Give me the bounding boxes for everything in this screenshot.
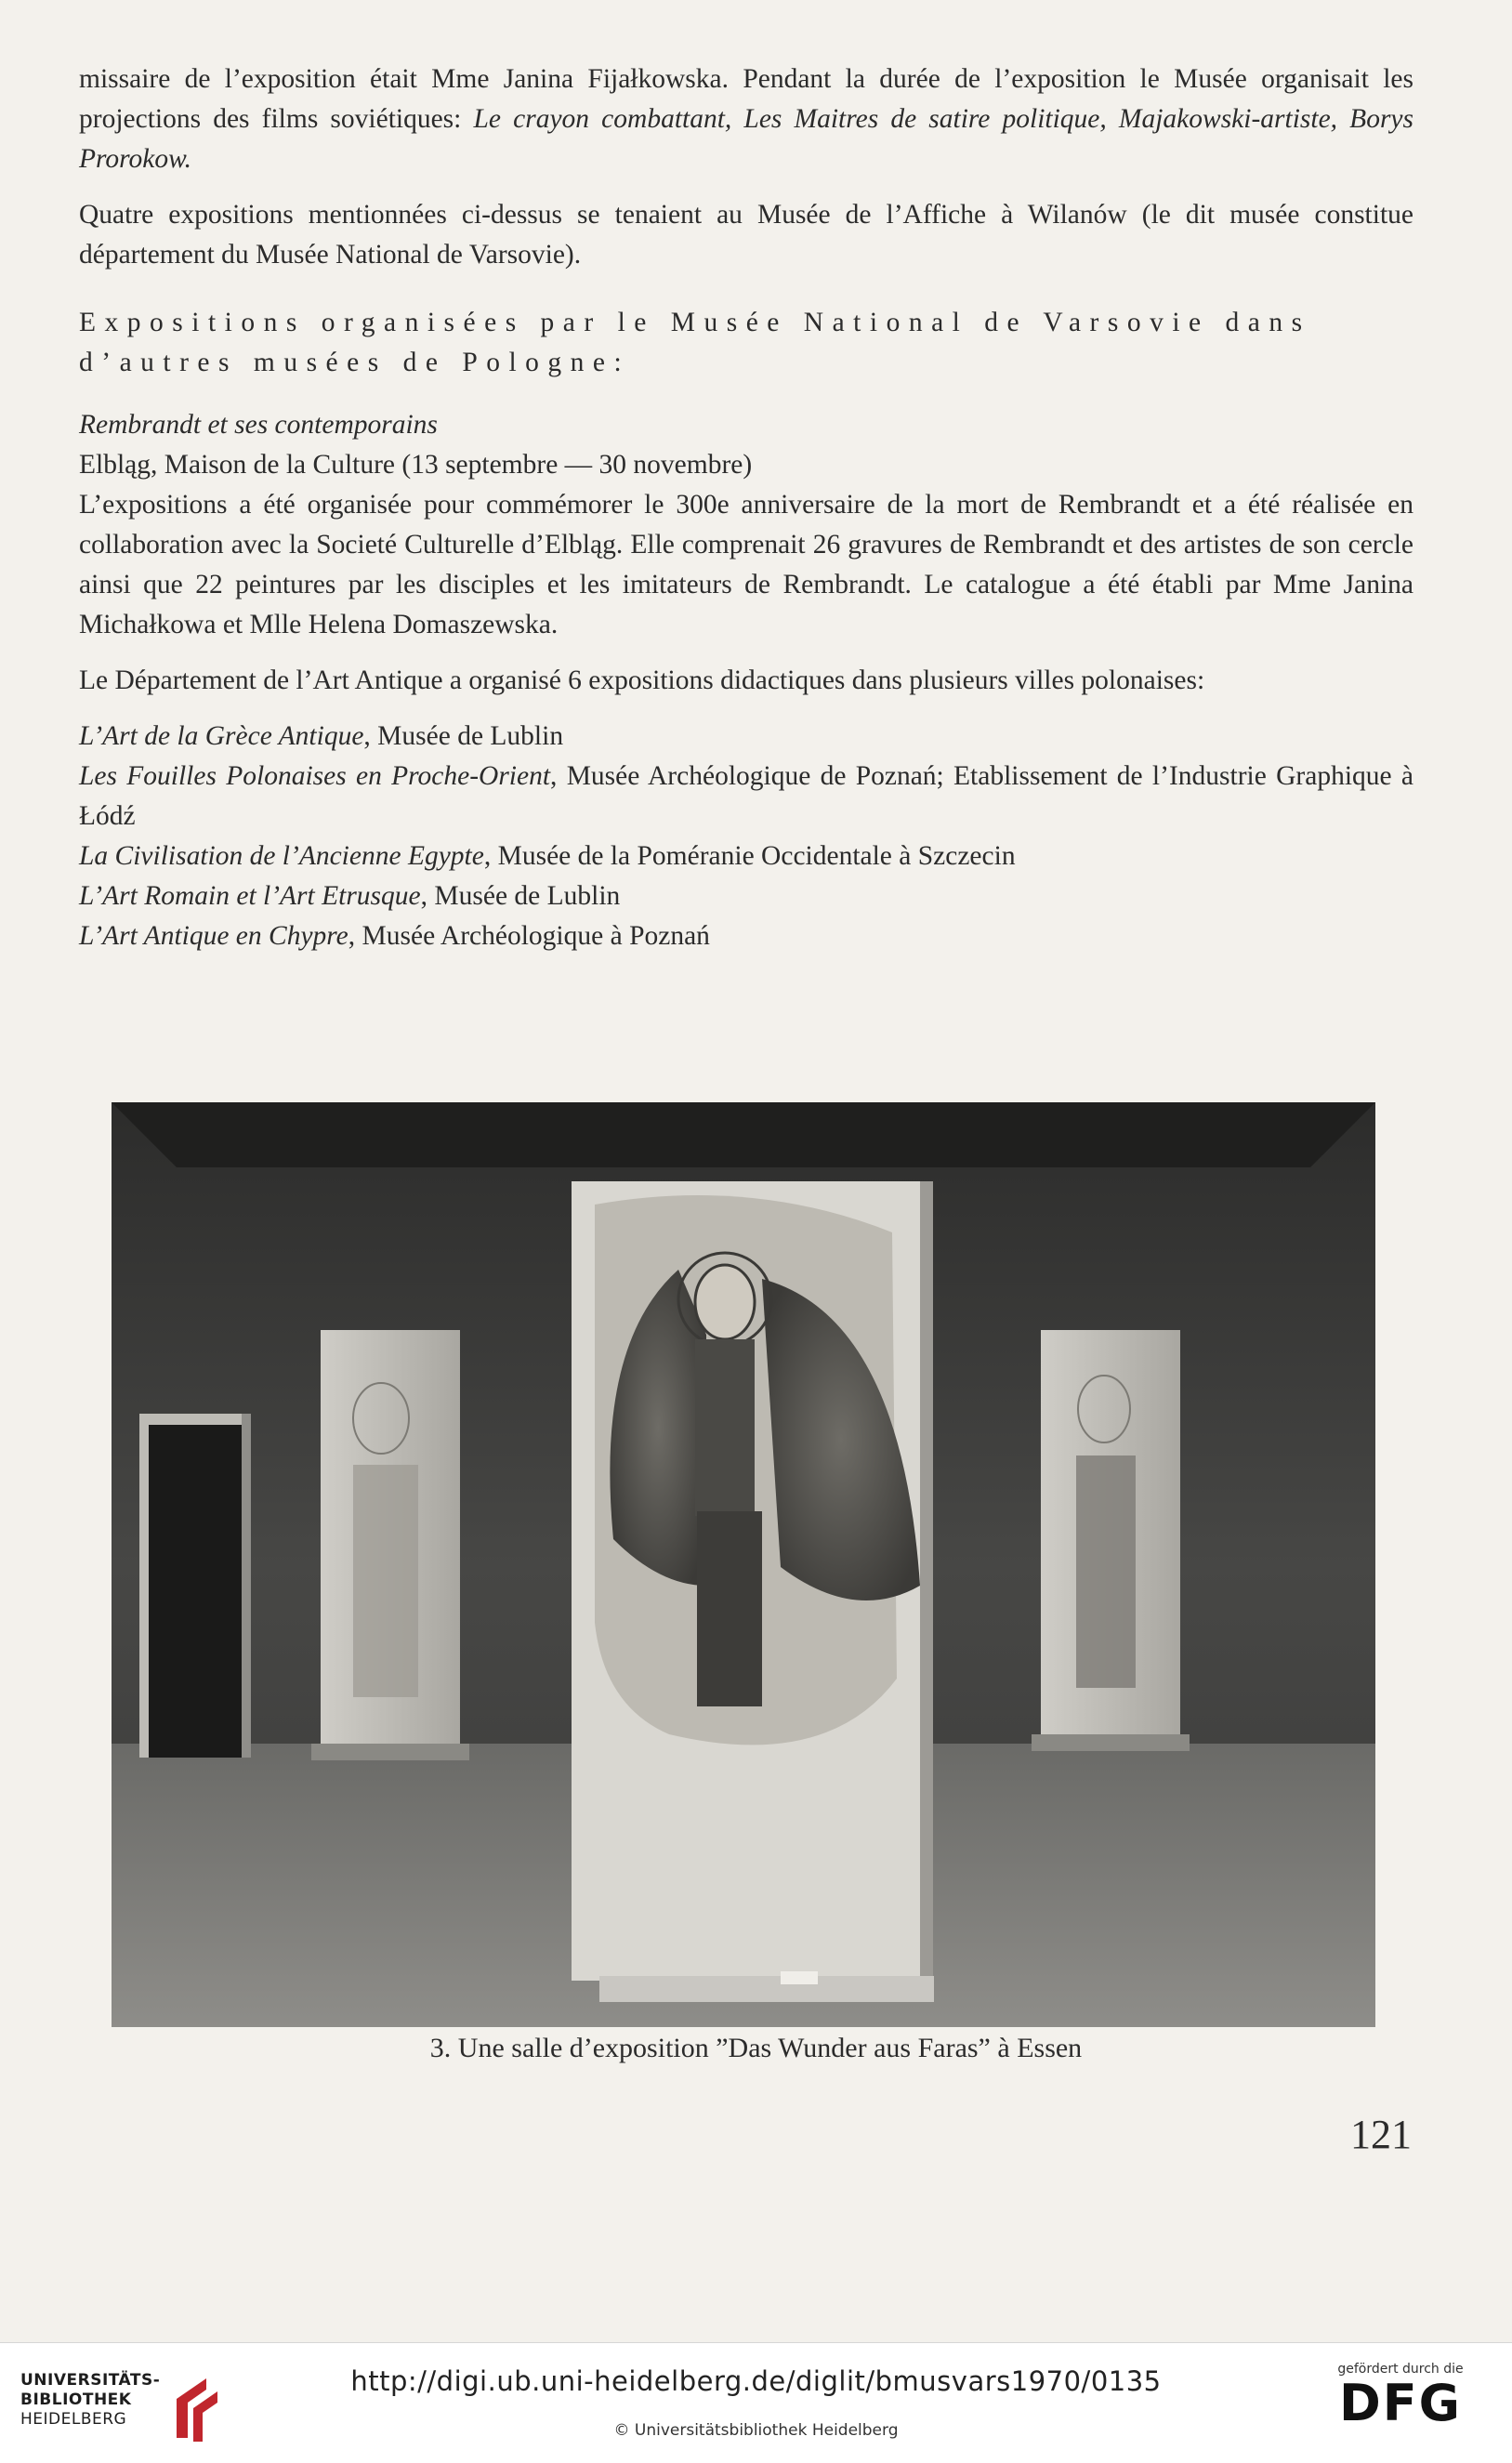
- exhibition-item: L’Art de la Grèce Antique, Musée de Lublin: [79, 721, 564, 751]
- university-library-logo: UNIVERSITÄTS- BIBLIOTHEK HEIDELBERG: [20, 2371, 216, 2445]
- exhibition-hall-photo: [112, 1102, 1375, 2027]
- rembrandt-venue: Elbląg, Maison de la Culture (13 septembre — 30 novembre): [79, 450, 753, 480]
- section-heading: Expositions organisées par le Musée National de Varsovie dans d’autres musées de Pologne:: [79, 308, 1311, 377]
- dfg-logo: gefördert durch die DFG: [1337, 2362, 1464, 2432]
- film-titles: Le crayon combattant, Les Maitres de satire politique, Majakowski-artiste, Borys Prorokow.: [79, 104, 1414, 174]
- paragraph-poster-museum: Quatre expositions mentionnées ci-dessus se tenaient au Musée de l’Affiche à Wilanów (le dit musée constitue département du Musée National de Varsovie).: [79, 200, 1413, 270]
- exhibition-list: [79, 717, 1413, 956]
- rembrandt-description: L’expositions a été organisée pour commémorer le 300e anniversaire de la mort de Rembrandt et a été réalisée en collaboration avec la Societé Culturelle d’Elbląg. Elle comprenait 26 gravures de Rembrandt et des artistes de son cercle ainsi que 22 peintures par les disciples et les imitateurs de Rembrandt. Le catalogue a été établi par Mme Janina Michałkowa et Mlle Helena Domaszewska.: [79, 490, 1413, 639]
- exhibition-hall-illustration: [112, 1102, 1375, 2027]
- page-number: 121: [1350, 2112, 1412, 2157]
- body-text: [79, 59, 1413, 956]
- paragraph-film-screenings: missaire de l’exposition était Mme Janina Fijałkowska. Pendant la durée de l’exposition le Musée organisait les projections des films soviétiques: Le crayon combattant, Les Maitres de satire politique, Majakowski-artiste, Borys Prorokow.: [79, 64, 1414, 174]
- rembrandt-title: Rembrandt et ses contemporains: [79, 410, 438, 440]
- exhibition-item: Les Fouilles Polonaises en Proche-Orient, Musée Archéologique de Poznań; Etablissement de l’Industrie Graphique à Łódź: [79, 761, 1413, 831]
- viewer-footer: [0, 2342, 1512, 2463]
- copyright-notice: © Universitätsbibliothek Heidelberg: [613, 2421, 899, 2440]
- exhibition-item: La Civilisation de l’Ancienne Egypte, Musée de la Poméranie Occidentale à Szczecin: [79, 841, 1016, 871]
- exhibition-item: L’Art Romain et l’Art Etrusque, Musée de Lublin: [79, 881, 621, 911]
- antique-intro: Le Département de l’Art Antique a organisé 6 expositions didactiques dans plusieurs villes polonaises:: [79, 665, 1205, 695]
- exhibition-item: L’Art Antique en Chypre, Musée Archéologique à Poznań: [79, 921, 710, 951]
- figure-caption: 3. Une salle d’exposition ”Das Wunder aus Faras” à Essen: [429, 2033, 1083, 2063]
- permalink-url[interactable]: http://digi.ub.uni-heidelberg.de/diglit/bmusvars1970/0135: [350, 2365, 1162, 2397]
